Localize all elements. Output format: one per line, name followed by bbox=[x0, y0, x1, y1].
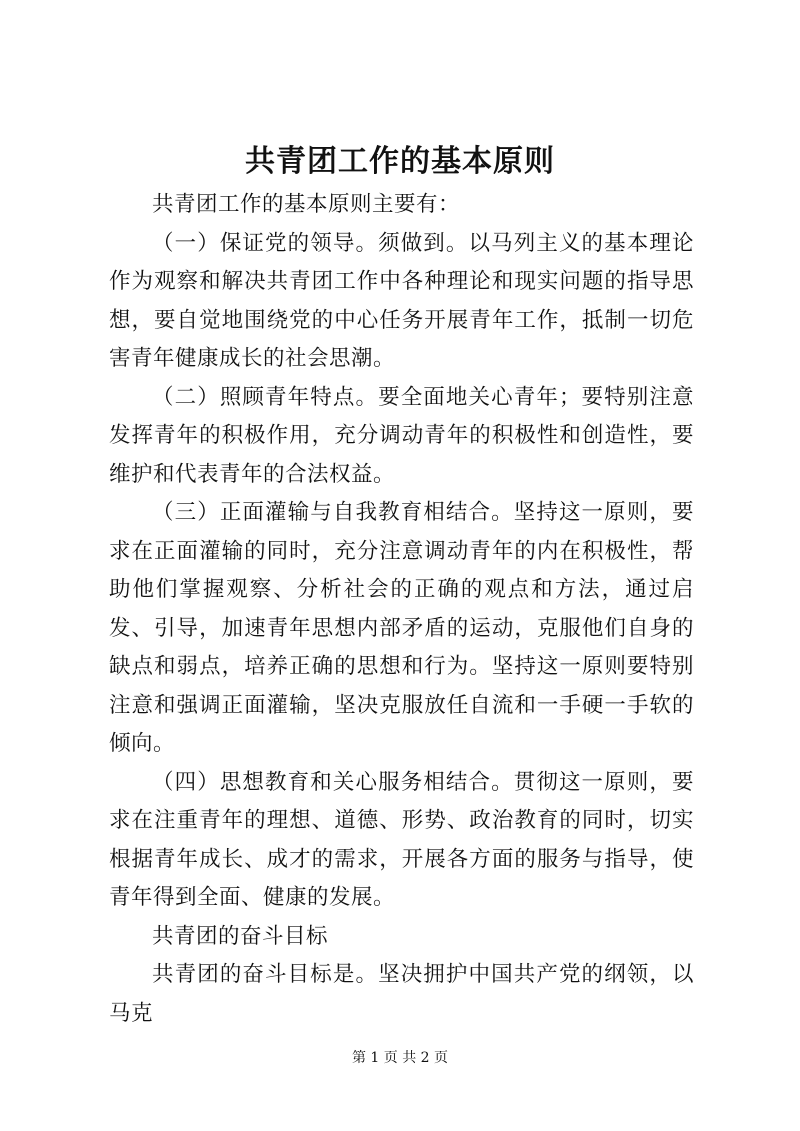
paragraph-principle-2: （二）照顾青年特点。要全面地关心青年；要特别注意发挥青年的积极作用，充分调动青年的积极性和创造性，要维护和代表青年的合法权益。 bbox=[109, 384, 694, 487]
paragraph-intro: 共青团工作的基本原则主要有： bbox=[152, 192, 461, 217]
document-body bbox=[109, 186, 694, 1033]
paragraph-principle-3: （三）正面灌输与自我教育相结合。坚持这一原则，要求在正面灌输的同时，充分注意调动青年的内在积极性，帮助他们掌握观察、分析社会的正确的观点和方法，通过启发、引导，加速青年思想内部矛盾的运动，克服他们自身的缺点和弱点，培养正确的思想和行为。坚持这一原则要特别注意和强调正面灌输，坚决克服放任自流和一手硬一手软的倾向。 bbox=[109, 500, 694, 756]
paragraph-principle-4: （四）思想教育和关心服务相结合。贯彻这一原则，要求在注重青年的理想、道德、形势、政治教育的同时，切实根据青年成长、成才的需求，开展各方面的服务与指导，使青年得到全面、健康的发展。 bbox=[109, 769, 694, 910]
document-title: 共青团工作的基本原则 bbox=[245, 144, 555, 179]
section-heading-goals: 共青团的奋斗目标 bbox=[152, 923, 329, 949]
paragraph-goals: 共青团的奋斗目标是。坚决拥护中国共产党的纲领，以马克 bbox=[109, 962, 694, 1026]
page-footer: 第 1 页 共 2 页 bbox=[351, 1050, 449, 1066]
paragraph-principle-1: （一）保证党的领导。须做到。以马列主义的基本理论作为观察和解决共青团工作中各种理论和现实问题的指导思想，要自觉地围绕党的中心任务开展青年工作，抵制一切危害青年健康成长的社会思潮。 bbox=[109, 230, 694, 371]
